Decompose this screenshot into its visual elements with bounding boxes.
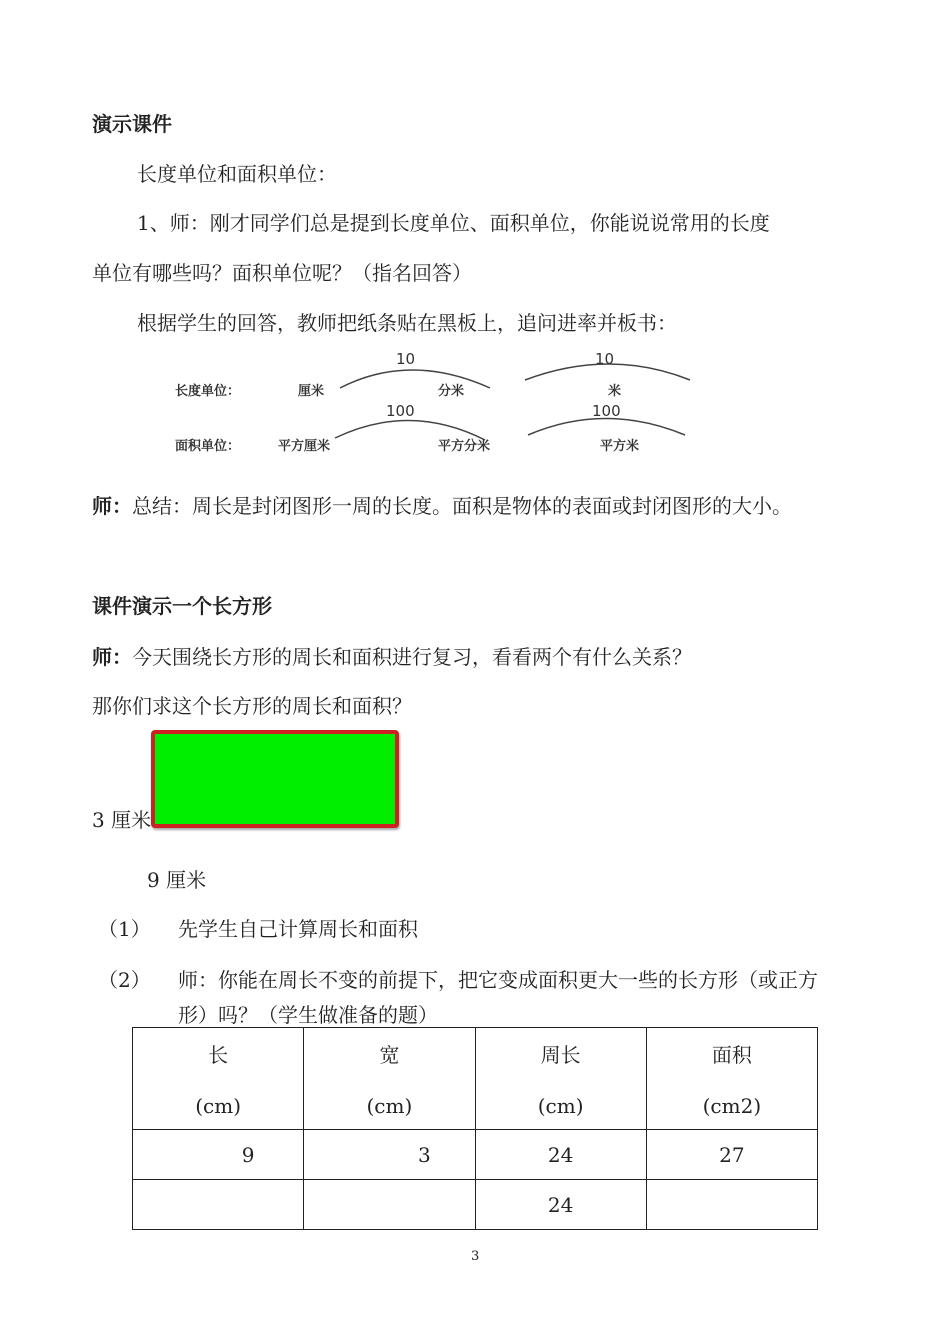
area-rate-2: 100 xyxy=(592,402,621,420)
summary-text: 总结：周长是封闭图形一周的长度。面积是物体的表面或封闭图形的大小。 xyxy=(132,494,792,518)
rect-height-label: 3 厘米 xyxy=(92,808,152,832)
table-cell: 24 xyxy=(475,1130,646,1180)
step-2-number: （2） xyxy=(98,968,151,992)
length-rate-2: 10 xyxy=(595,350,615,368)
summary-line xyxy=(92,494,792,518)
unit-sq-cm: 平方厘米 xyxy=(278,439,331,454)
header-width: 宽 (cm) xyxy=(304,1028,475,1130)
unit-dm: 分米 xyxy=(438,384,465,399)
table-cell: 9 xyxy=(133,1130,304,1180)
length-rate-1: 10 xyxy=(396,350,416,368)
page-number: 3 xyxy=(471,1249,480,1264)
table-cell: 27 xyxy=(646,1130,817,1180)
step-1-number: （1） xyxy=(98,917,151,941)
table-cell: 24 xyxy=(475,1180,646,1230)
section-heading-rectangle: 课件演示一个长方形 xyxy=(92,594,272,618)
unit-m: 米 xyxy=(608,384,622,399)
section-heading-demo: 演示课件 xyxy=(92,112,172,136)
table-header-row xyxy=(133,1028,818,1130)
area-rate-1: 100 xyxy=(386,402,415,420)
review-text: 今天围绕长方形的周长和面积进行复习，看看两个有什么关系？ xyxy=(132,645,692,669)
unit-sq-m: 平方米 xyxy=(600,439,640,454)
question-1-line-1: 1、师：刚才同学们总是提到长度单位、面积单位，你能说说常用的长度 xyxy=(137,211,770,235)
length-units-label: 长度单位： xyxy=(175,384,241,399)
review-speaker: 师： xyxy=(92,645,132,669)
rectangle-data-table xyxy=(132,1027,818,1230)
table-cell xyxy=(646,1180,817,1230)
rect-width-label: 9 厘米 xyxy=(147,868,207,892)
step-2-text-cont: 形）吗？（学生做准备的题） xyxy=(178,1003,438,1027)
table-row xyxy=(133,1130,818,1180)
summary-speaker: 师： xyxy=(92,494,132,518)
table-cell xyxy=(304,1180,475,1230)
area-units-label: 面积单位： xyxy=(175,439,241,454)
header-perimeter: 周长 (cm) xyxy=(475,1028,646,1130)
question-rectangle-line: 那你们求这个长方形的周长和面积？ xyxy=(92,694,412,718)
header-area: 面积 (cm2) xyxy=(646,1028,817,1130)
unit-sq-dm: 平方分米 xyxy=(438,439,491,454)
question-1-line-2: 单位有哪些吗？面积单位呢？（指名回答） xyxy=(92,261,472,285)
unit-cm: 厘米 xyxy=(298,384,325,399)
teacher-action-line: 根据学生的回答，教师把纸条贴在黑板上，追问进率并板书： xyxy=(137,311,677,335)
table-cell: 3 xyxy=(304,1130,475,1180)
table-cell xyxy=(133,1180,304,1230)
units-intro-line: 长度单位和面积单位： xyxy=(137,162,337,186)
green-rectangle xyxy=(151,730,399,828)
step-2-text: 师：你能在周长不变的前提下，把它变成面积更大一些的长方形（或正方 xyxy=(178,968,818,992)
step-1-text: 先学生自己计算周长和面积 xyxy=(178,917,418,941)
teacher-review-line xyxy=(92,645,692,669)
table-row xyxy=(133,1180,818,1230)
header-length: 长 (cm) xyxy=(133,1028,304,1130)
